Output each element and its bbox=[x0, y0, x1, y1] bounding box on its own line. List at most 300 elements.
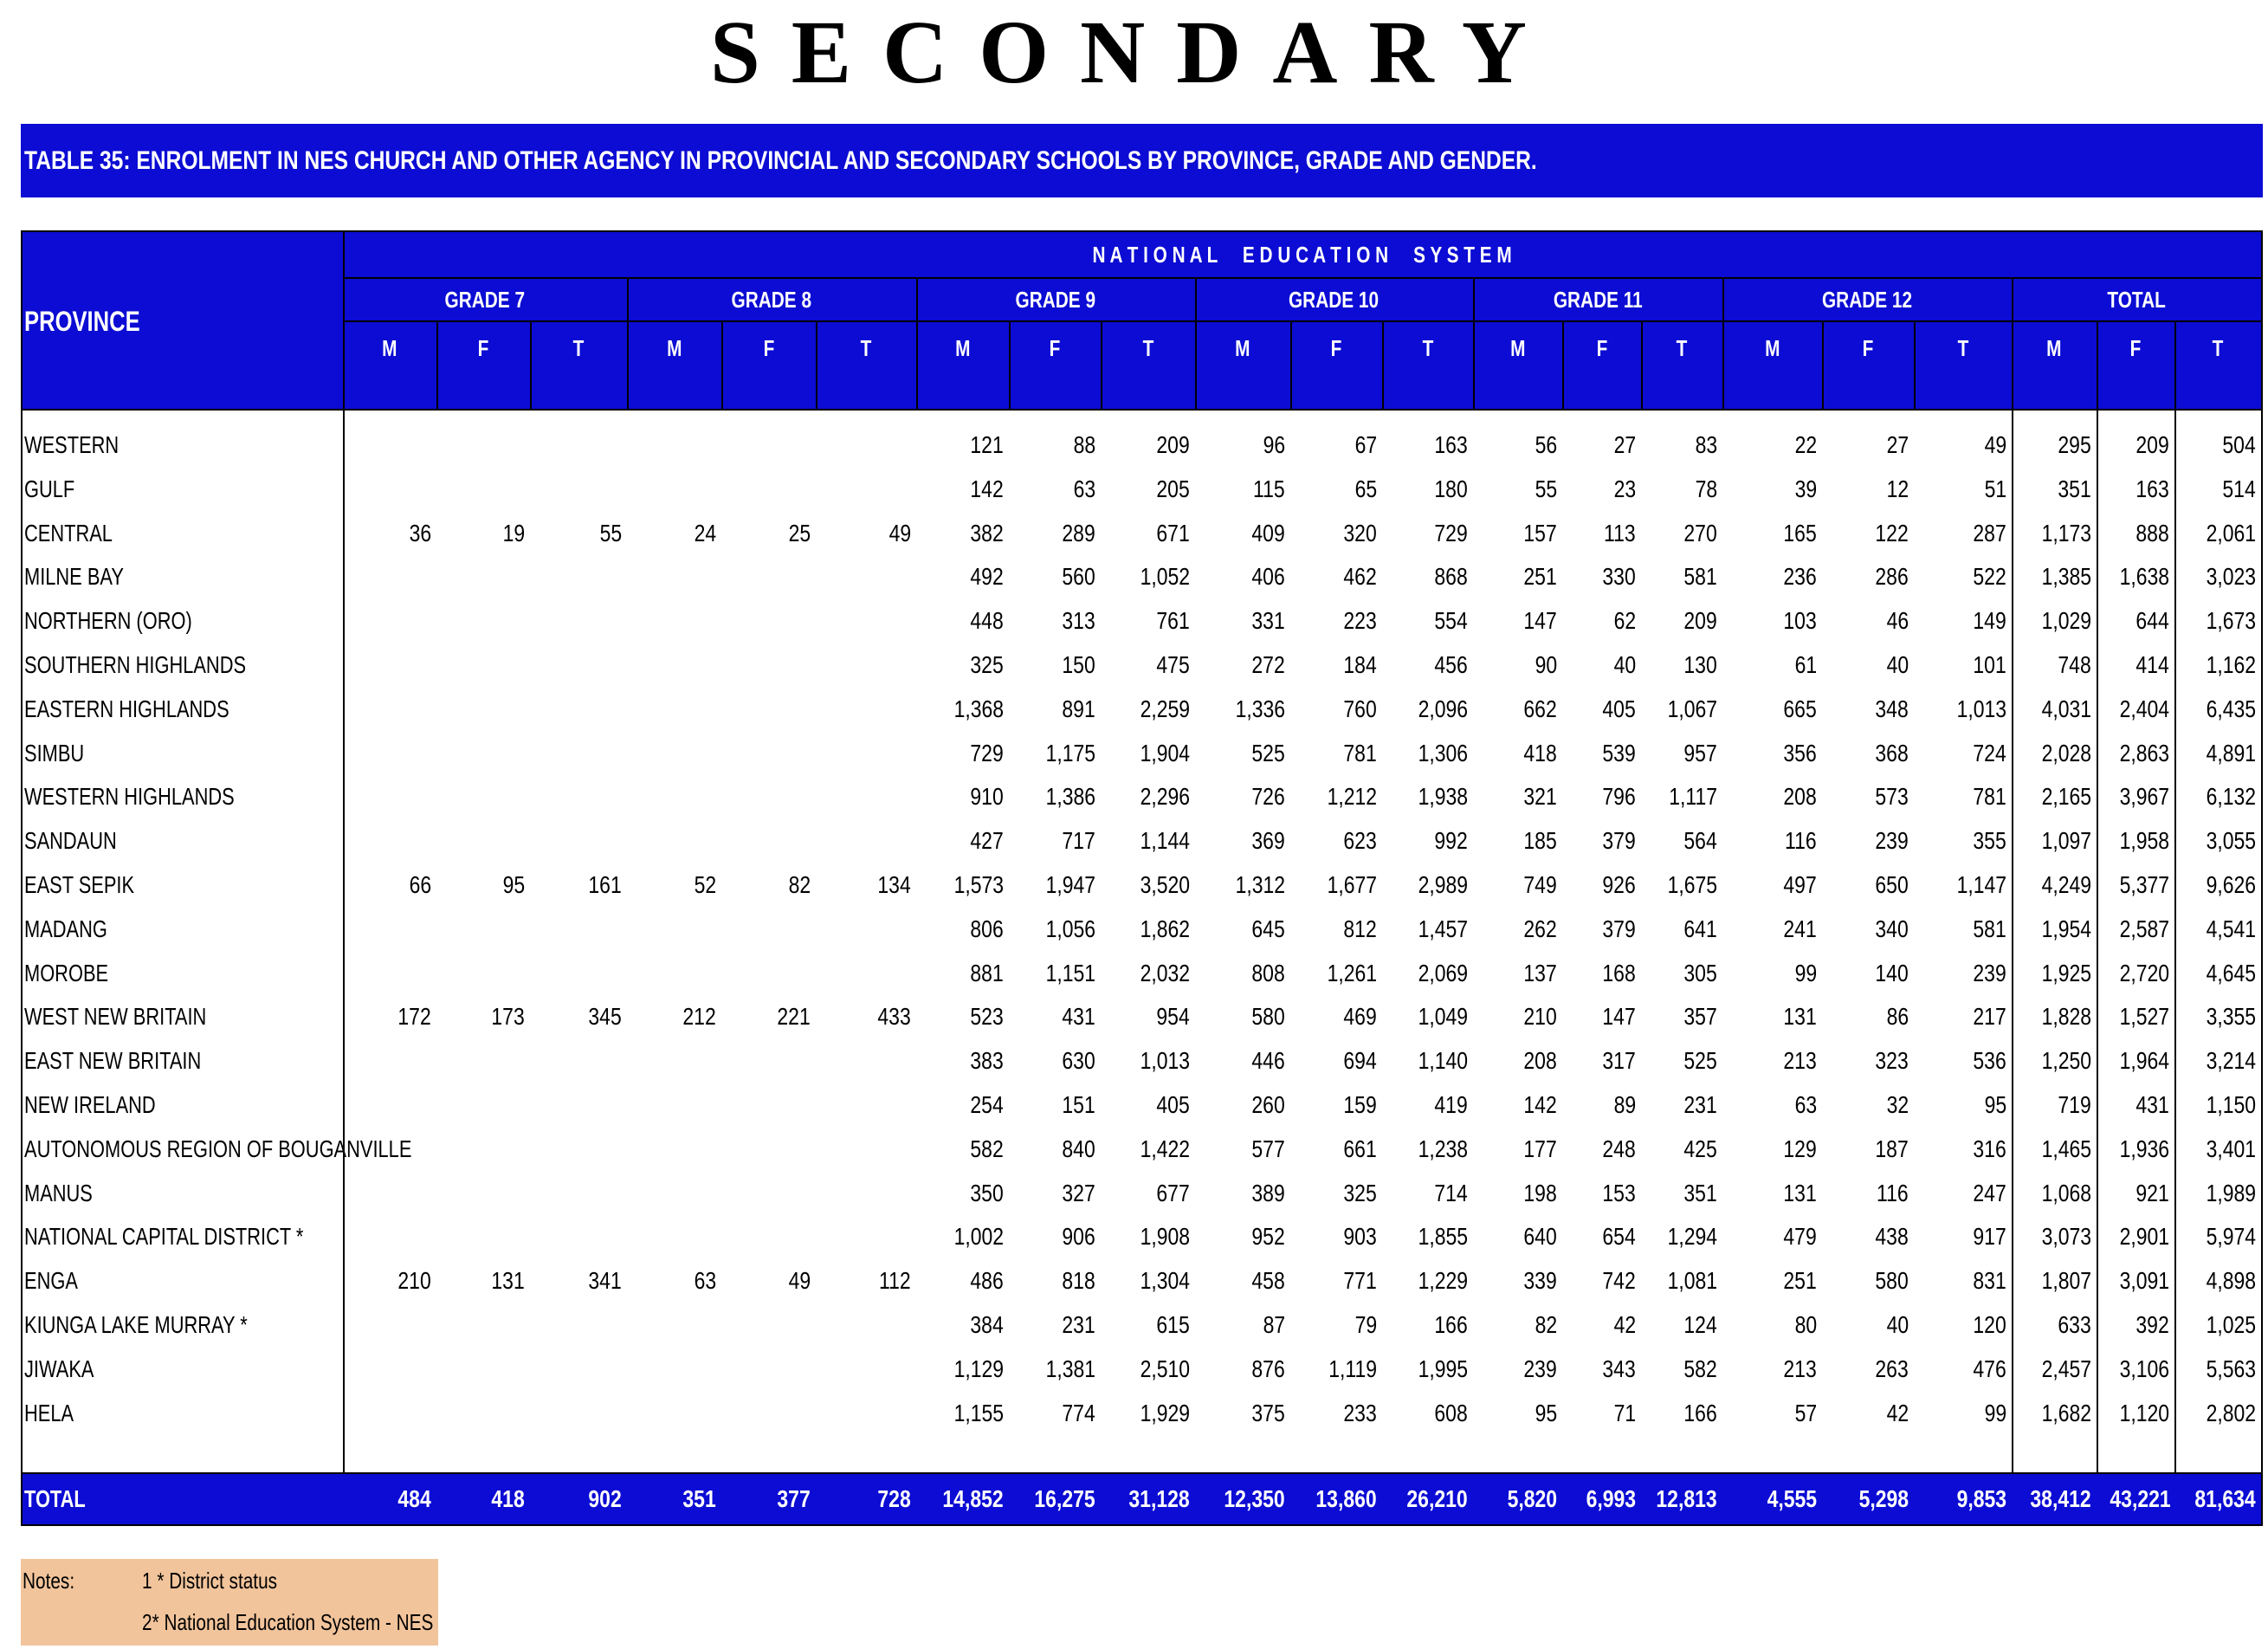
cell-value: 1,052 bbox=[1140, 563, 1190, 591]
sub-header-1-m: M bbox=[666, 334, 682, 361]
cell-value: 903 bbox=[1343, 1223, 1377, 1251]
cell-value: 4,249 bbox=[2041, 871, 2091, 898]
cell-value: 40 bbox=[1886, 1311, 1909, 1338]
province-name: MADANG bbox=[24, 915, 107, 942]
cell-value: 316 bbox=[1973, 1135, 2006, 1162]
cell-value: 497 bbox=[1783, 871, 1817, 898]
sub-header-0-t: T bbox=[572, 334, 585, 361]
cell-value: 781 bbox=[1343, 739, 1377, 766]
cell-value: 633 bbox=[2058, 1311, 2091, 1338]
cell-value: 906 bbox=[1062, 1223, 1095, 1251]
cell-value: 2,989 bbox=[1418, 871, 1468, 898]
cell-value: 427 bbox=[970, 827, 1004, 855]
cell-value: 4,541 bbox=[2206, 915, 2256, 942]
grade-header-6: TOTAL bbox=[2107, 286, 2166, 313]
cell-value: 9,626 bbox=[2206, 871, 2256, 898]
table-row bbox=[23, 731, 2261, 775]
cell-value: 23 bbox=[1613, 475, 1636, 502]
header-col-line-15 bbox=[1722, 277, 1724, 411]
header-col-line-1 bbox=[436, 320, 438, 411]
cell-value: 379 bbox=[1602, 827, 1636, 855]
cell-value: 6,435 bbox=[2206, 695, 2256, 722]
cell-value: 2,028 bbox=[2041, 739, 2091, 766]
cell-value: 806 bbox=[970, 915, 1004, 942]
cell-value: 3,073 bbox=[2041, 1223, 2091, 1251]
cell-value: 581 bbox=[1973, 915, 2006, 942]
cell-value: 1,162 bbox=[2206, 651, 2256, 678]
cell-value: 149 bbox=[1973, 607, 2006, 635]
cell-value: 1,936 bbox=[2119, 1135, 2169, 1162]
cell-value: 724 bbox=[1973, 739, 2006, 766]
cell-value: 147 bbox=[1523, 607, 1557, 635]
cell-value: 414 bbox=[2136, 651, 2169, 678]
cell-value: 295 bbox=[2058, 431, 2091, 458]
cell-value: 80 bbox=[1794, 1311, 1817, 1338]
cell-value: 177 bbox=[1523, 1135, 1557, 1162]
header-col-line-4 bbox=[721, 320, 723, 411]
cell-value: 137 bbox=[1523, 959, 1557, 986]
cell-value: 476 bbox=[1973, 1355, 2006, 1382]
enrolment-table bbox=[21, 230, 2263, 1526]
cell-value: 1,527 bbox=[2119, 1003, 2169, 1031]
cell-value: 1,056 bbox=[1045, 915, 1095, 942]
cell-value: 121 bbox=[970, 431, 1004, 458]
cell-value: 260 bbox=[1251, 1091, 1285, 1118]
grade-divider bbox=[343, 320, 2261, 322]
total-value: 9,853 bbox=[1956, 1485, 2006, 1512]
sub-header-0-f: F bbox=[477, 334, 489, 361]
cell-value: 405 bbox=[1156, 1091, 1190, 1118]
cell-value: 90 bbox=[1535, 651, 1557, 678]
cell-value: 3,091 bbox=[2119, 1267, 2169, 1295]
cell-value: 6,132 bbox=[2206, 783, 2256, 811]
province-name: JIWAKA bbox=[24, 1355, 94, 1382]
cell-value: 124 bbox=[1683, 1311, 1717, 1338]
cell-value: 345 bbox=[588, 1003, 622, 1031]
sub-header-4-t: T bbox=[1676, 334, 1688, 361]
cell-value: 270 bbox=[1683, 519, 1717, 546]
cell-value: 1,457 bbox=[1418, 915, 1468, 942]
cell-value: 79 bbox=[1354, 1311, 1377, 1338]
cell-value: 341 bbox=[588, 1267, 622, 1295]
cell-value: 2,259 bbox=[1140, 695, 1190, 722]
cell-value: 1,173 bbox=[2041, 519, 2091, 546]
header-col-line-9 bbox=[1195, 277, 1197, 411]
cell-value: 1,013 bbox=[1140, 1047, 1190, 1075]
cell-value: 357 bbox=[1683, 1003, 1717, 1031]
cell-value: 1,385 bbox=[2041, 563, 2091, 591]
total-value: 351 bbox=[682, 1485, 716, 1512]
cell-value: 650 bbox=[1875, 871, 1909, 898]
system-title: N A T I O N A L E D U C A T I O N S Y S T E M bbox=[1092, 241, 1512, 268]
total-value: 81,634 bbox=[2194, 1485, 2256, 1512]
header-col-line-8 bbox=[1101, 320, 1102, 411]
header-col-line-2 bbox=[530, 320, 532, 411]
cell-value: 327 bbox=[1062, 1179, 1095, 1206]
sub-header-6-t: T bbox=[2212, 334, 2224, 361]
cell-value: 2,096 bbox=[1418, 695, 1468, 722]
cell-value: 254 bbox=[970, 1091, 1004, 1118]
cell-value: 168 bbox=[1602, 959, 1636, 986]
grade-header-0: GRADE 7 bbox=[444, 286, 526, 313]
cell-value: 2,901 bbox=[2119, 1223, 2169, 1251]
cell-value: 661 bbox=[1343, 1135, 1377, 1162]
header-col-line-5 bbox=[816, 320, 817, 411]
table-row bbox=[23, 511, 2261, 555]
table-row bbox=[23, 1347, 2261, 1391]
sub-header-5-f: F bbox=[1862, 334, 1874, 361]
cell-value: 210 bbox=[397, 1267, 431, 1295]
cell-value: 1,294 bbox=[1667, 1223, 1717, 1251]
note-1: 1 * District status bbox=[142, 1568, 278, 1594]
cell-value: 2,510 bbox=[1140, 1355, 1190, 1382]
cell-value: 1,306 bbox=[1418, 739, 1468, 766]
cell-value: 46 bbox=[1886, 607, 1909, 635]
cell-value: 263 bbox=[1875, 1355, 1909, 1382]
cell-value: 446 bbox=[1251, 1047, 1285, 1075]
notes-box bbox=[21, 1559, 438, 1646]
cell-value: 223 bbox=[1343, 607, 1377, 635]
cell-value: 1,938 bbox=[1418, 783, 1468, 811]
cell-value: 2,165 bbox=[2041, 783, 2091, 811]
cell-value: 103 bbox=[1783, 607, 1817, 635]
cell-value: 49 bbox=[1984, 431, 2006, 458]
province-name: KIUNGA LAKE MURRAY * bbox=[24, 1311, 248, 1338]
cell-value: 438 bbox=[1875, 1223, 1909, 1251]
cell-value: 564 bbox=[1683, 827, 1717, 855]
sub-header-3-t: T bbox=[1422, 334, 1433, 361]
cell-value: 96 bbox=[1263, 431, 1285, 458]
table-row bbox=[23, 467, 2261, 511]
cell-value: 729 bbox=[970, 739, 1004, 766]
cell-value: 2,802 bbox=[2206, 1399, 2256, 1426]
cell-value: 580 bbox=[1875, 1267, 1909, 1295]
cell-value: 67 bbox=[1354, 431, 1377, 458]
province-name: SOUTHERN HIGHLANDS bbox=[24, 651, 247, 678]
cell-value: 1,155 bbox=[953, 1399, 1004, 1426]
page-title: SECONDARY bbox=[709, 3, 1559, 102]
header-bottom bbox=[23, 409, 2261, 411]
cell-value: 3,401 bbox=[2206, 1135, 2256, 1162]
cell-value: 957 bbox=[1683, 739, 1717, 766]
cell-value: 129 bbox=[1783, 1135, 1817, 1162]
cell-value: 868 bbox=[1434, 563, 1468, 591]
province-name: NEW IRELAND bbox=[24, 1091, 156, 1118]
cell-value: 159 bbox=[1343, 1091, 1377, 1118]
cell-value: 163 bbox=[2136, 475, 2169, 502]
cell-value: 1,573 bbox=[953, 871, 1004, 898]
table-row bbox=[23, 1083, 2261, 1127]
cell-value: 239 bbox=[1973, 959, 2006, 986]
cell-value: 153 bbox=[1602, 1179, 1636, 1206]
cell-value: 1,002 bbox=[953, 1223, 1004, 1251]
province-name: HELA bbox=[24, 1399, 74, 1426]
cell-value: 130 bbox=[1683, 651, 1717, 678]
cell-value: 1,261 bbox=[1327, 959, 1377, 986]
cell-value: 921 bbox=[2136, 1179, 2169, 1206]
cell-value: 458 bbox=[1251, 1267, 1285, 1295]
cell-value: 272 bbox=[1251, 651, 1285, 678]
cell-value: 172 bbox=[397, 1003, 431, 1031]
province-name: GULF bbox=[24, 475, 75, 502]
cell-value: 1,422 bbox=[1140, 1135, 1190, 1162]
cell-value: 61 bbox=[1794, 651, 1817, 678]
cell-value: 173 bbox=[491, 1003, 525, 1031]
province-name: CENTRAL bbox=[24, 519, 113, 546]
cell-value: 1,029 bbox=[2041, 607, 2091, 635]
cell-value: 251 bbox=[1783, 1267, 1817, 1295]
cell-value: 1,958 bbox=[2119, 827, 2169, 855]
total-label: TOTAL bbox=[24, 1485, 86, 1512]
cell-value: 63 bbox=[694, 1267, 716, 1295]
sub-header-4-f: F bbox=[1596, 334, 1607, 361]
cell-value: 881 bbox=[970, 959, 1004, 986]
cell-value: 1,904 bbox=[1140, 739, 1190, 766]
table-row bbox=[23, 1258, 2261, 1303]
cell-value: 760 bbox=[1343, 695, 1377, 722]
cell-value: 4,645 bbox=[2206, 959, 2256, 986]
cell-value: 131 bbox=[1783, 1003, 1817, 1031]
table-row bbox=[23, 1038, 2261, 1083]
cell-value: 351 bbox=[1683, 1179, 1717, 1206]
cell-value: 116 bbox=[1877, 1179, 1909, 1206]
cell-value: 1,675 bbox=[1667, 871, 1717, 898]
cell-value: 382 bbox=[970, 519, 1004, 546]
total-value: 13,860 bbox=[1315, 1485, 1377, 1512]
cell-value: 208 bbox=[1783, 783, 1817, 811]
cell-value: 717 bbox=[1062, 827, 1095, 855]
cell-value: 209 bbox=[2136, 431, 2169, 458]
cell-value: 431 bbox=[2136, 1091, 2169, 1118]
cell-value: 86 bbox=[1886, 1003, 1909, 1031]
header-col-line-3 bbox=[627, 277, 629, 411]
cell-value: 431 bbox=[1062, 1003, 1095, 1031]
cell-value: 560 bbox=[1062, 563, 1095, 591]
cell-value: 577 bbox=[1251, 1135, 1285, 1162]
cell-value: 406 bbox=[1251, 563, 1285, 591]
cell-value: 27 bbox=[1613, 431, 1636, 458]
cell-value: 726 bbox=[1251, 783, 1285, 811]
cell-value: 340 bbox=[1875, 915, 1909, 942]
cell-value: 910 bbox=[970, 783, 1004, 811]
cell-value: 122 bbox=[1875, 519, 1909, 546]
cell-value: 1,150 bbox=[2206, 1091, 2256, 1118]
cell-value: 180 bbox=[1434, 475, 1468, 502]
province-name: AUTONOMOUS REGION OF BOUGANVILLE bbox=[24, 1135, 412, 1162]
total-value: 6,993 bbox=[1586, 1485, 1636, 1512]
cell-value: 1,304 bbox=[1140, 1267, 1190, 1295]
province-name: WESTERN HIGHLANDS bbox=[24, 783, 235, 811]
table-row bbox=[23, 774, 2261, 818]
cell-value: 5,563 bbox=[2206, 1355, 2256, 1382]
header-col-line-6 bbox=[916, 277, 918, 411]
grade-header-2: GRADE 9 bbox=[1015, 286, 1096, 313]
cell-value: 384 bbox=[970, 1311, 1004, 1338]
cell-value: 694 bbox=[1343, 1047, 1377, 1075]
total-value: 377 bbox=[777, 1485, 811, 1512]
cell-value: 325 bbox=[1343, 1179, 1377, 1206]
cell-value: 492 bbox=[970, 563, 1004, 591]
cell-value: 165 bbox=[1783, 519, 1817, 546]
cell-value: 1,067 bbox=[1667, 695, 1717, 722]
cell-value: 1,336 bbox=[1235, 695, 1285, 722]
total-value: 728 bbox=[877, 1485, 911, 1512]
total-value: 5,820 bbox=[1507, 1485, 1557, 1512]
cell-value: 62 bbox=[1613, 607, 1636, 635]
cell-value: 1,068 bbox=[2041, 1179, 2091, 1206]
cell-value: 95 bbox=[1535, 1399, 1557, 1426]
cell-value: 1,638 bbox=[2119, 563, 2169, 591]
cell-value: 209 bbox=[1156, 431, 1190, 458]
cell-value: 522 bbox=[1973, 563, 2006, 591]
cell-value: 1,129 bbox=[953, 1355, 1004, 1382]
cell-value: 433 bbox=[877, 1003, 911, 1031]
cell-value: 348 bbox=[1875, 695, 1909, 722]
cell-value: 166 bbox=[1434, 1311, 1468, 1338]
cell-value: 1,682 bbox=[2041, 1399, 2091, 1426]
cell-value: 208 bbox=[1523, 1047, 1557, 1075]
cell-value: 241 bbox=[1783, 915, 1817, 942]
cell-value: 4,898 bbox=[2206, 1267, 2256, 1295]
cell-value: 719 bbox=[2058, 1091, 2091, 1118]
cell-value: 1,465 bbox=[2041, 1135, 2091, 1162]
cell-value: 671 bbox=[1156, 519, 1190, 546]
total-value: 12,813 bbox=[1656, 1485, 1717, 1512]
cell-value: 3,520 bbox=[1140, 871, 1190, 898]
province-divider bbox=[343, 232, 345, 411]
cell-value: 89 bbox=[1613, 1091, 1636, 1118]
total-value: 418 bbox=[491, 1485, 525, 1512]
cell-value: 236 bbox=[1783, 563, 1817, 591]
cell-value: 113 bbox=[1604, 519, 1636, 546]
cell-value: 1,954 bbox=[2041, 915, 2091, 942]
cell-value: 1,117 bbox=[1669, 783, 1717, 811]
cell-value: 36 bbox=[409, 519, 431, 546]
cell-value: 771 bbox=[1343, 1267, 1377, 1295]
header-col-line-18 bbox=[2012, 277, 2013, 411]
cell-value: 343 bbox=[1602, 1355, 1636, 1382]
table-row bbox=[23, 1127, 2261, 1171]
cell-value: 2,061 bbox=[2206, 519, 2256, 546]
cell-value: 992 bbox=[1434, 827, 1468, 855]
cell-value: 644 bbox=[2136, 607, 2169, 635]
sub-header-2-m: M bbox=[954, 334, 971, 361]
cell-value: 5,377 bbox=[2119, 871, 2169, 898]
cell-value: 142 bbox=[1523, 1091, 1557, 1118]
cell-value: 525 bbox=[1683, 1047, 1717, 1075]
total-value: 26,210 bbox=[1406, 1485, 1468, 1512]
cell-value: 630 bbox=[1062, 1047, 1095, 1075]
cell-value: 1,312 bbox=[1235, 871, 1285, 898]
cell-value: 56 bbox=[1535, 431, 1557, 458]
cell-value: 418 bbox=[1523, 739, 1557, 766]
sub-header-6-f: F bbox=[2129, 334, 2142, 361]
cell-value: 796 bbox=[1602, 783, 1636, 811]
cell-value: 1,908 bbox=[1140, 1223, 1190, 1251]
province-name: ENGA bbox=[24, 1267, 78, 1295]
cell-value: 462 bbox=[1343, 563, 1377, 591]
total-value: 16,275 bbox=[1034, 1485, 1095, 1512]
cell-value: 39 bbox=[1794, 475, 1817, 502]
cell-value: 486 bbox=[970, 1267, 1004, 1295]
province-header: PROVINCE bbox=[24, 305, 140, 337]
cell-value: 116 bbox=[1785, 827, 1817, 855]
cell-value: 1,929 bbox=[1140, 1399, 1190, 1426]
cell-value: 1,119 bbox=[1328, 1355, 1377, 1382]
total-value: 31,128 bbox=[1128, 1485, 1190, 1512]
sub-header-5-m: M bbox=[1764, 334, 1780, 361]
cell-value: 375 bbox=[1251, 1399, 1285, 1426]
province-name: SANDAUN bbox=[24, 827, 117, 855]
cell-value: 891 bbox=[1062, 695, 1095, 722]
total-value: 43,221 bbox=[2110, 1485, 2171, 1512]
cell-value: 1,855 bbox=[1418, 1223, 1468, 1251]
cell-value: 356 bbox=[1783, 739, 1817, 766]
cell-value: 24 bbox=[694, 519, 716, 546]
table-row bbox=[23, 818, 2261, 863]
cell-value: 582 bbox=[970, 1135, 1004, 1162]
cell-value: 1,049 bbox=[1418, 1003, 1468, 1031]
cell-value: 917 bbox=[1973, 1223, 2006, 1251]
cell-value: 262 bbox=[1523, 915, 1557, 942]
cell-value: 350 bbox=[970, 1179, 1004, 1206]
cell-value: 749 bbox=[1523, 871, 1557, 898]
cell-value: 383 bbox=[970, 1047, 1004, 1075]
table-row bbox=[23, 863, 2261, 907]
cell-value: 63 bbox=[1794, 1091, 1817, 1118]
cell-value: 1,081 bbox=[1667, 1267, 1717, 1295]
province-name: EAST SEPIK bbox=[24, 871, 135, 898]
cell-value: 142 bbox=[970, 475, 1004, 502]
cell-value: 205 bbox=[1156, 475, 1190, 502]
total-value: 902 bbox=[588, 1485, 622, 1512]
cell-value: 150 bbox=[1062, 651, 1095, 678]
cell-value: 1,140 bbox=[1418, 1047, 1468, 1075]
cell-value: 615 bbox=[1156, 1311, 1190, 1338]
cell-value: 1,807 bbox=[2041, 1267, 2091, 1295]
cell-value: 99 bbox=[1984, 1399, 2006, 1426]
cell-value: 95 bbox=[502, 871, 525, 898]
cell-value: 608 bbox=[1434, 1399, 1468, 1426]
cell-value: 654 bbox=[1602, 1223, 1636, 1251]
cell-value: 812 bbox=[1343, 915, 1377, 942]
cell-value: 55 bbox=[1535, 475, 1557, 502]
cell-value: 95 bbox=[1984, 1091, 2006, 1118]
table-row bbox=[23, 423, 2261, 467]
cell-value: 504 bbox=[2222, 431, 2256, 458]
cell-value: 1,677 bbox=[1327, 871, 1377, 898]
cell-value: 1,013 bbox=[1956, 695, 2006, 722]
cell-value: 251 bbox=[1523, 563, 1557, 591]
cell-value: 120 bbox=[1973, 1311, 2006, 1338]
province-name: MILNE BAY bbox=[24, 563, 124, 591]
cell-value: 1,151 bbox=[1045, 959, 1095, 986]
cell-value: 213 bbox=[1783, 1047, 1817, 1075]
cell-value: 239 bbox=[1875, 827, 1909, 855]
cell-value: 231 bbox=[1062, 1311, 1095, 1338]
cell-value: 40 bbox=[1613, 651, 1636, 678]
cell-value: 1,368 bbox=[953, 695, 1004, 722]
cell-value: 209 bbox=[1683, 607, 1717, 635]
cell-value: 1,229 bbox=[1418, 1267, 1468, 1295]
table-row bbox=[23, 1391, 2261, 1435]
cell-value: 1,828 bbox=[2041, 1003, 2091, 1031]
cell-value: 317 bbox=[1602, 1047, 1636, 1075]
sub-header-3-f: F bbox=[1330, 334, 1342, 361]
cell-value: 1,989 bbox=[2206, 1179, 2256, 1206]
cell-value: 247 bbox=[1973, 1179, 2006, 1206]
cell-value: 952 bbox=[1251, 1223, 1285, 1251]
